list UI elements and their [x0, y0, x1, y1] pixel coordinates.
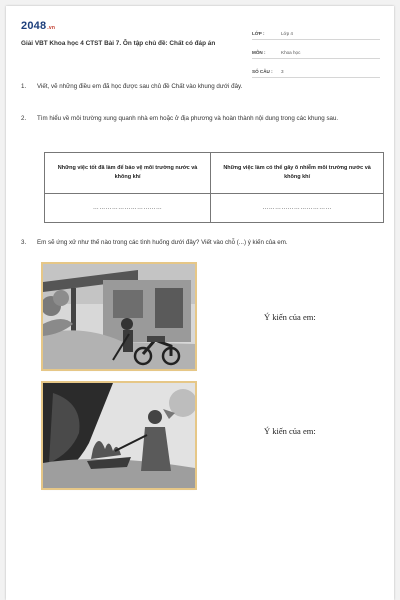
environment-table [44, 152, 384, 223]
question-number: 3. [21, 239, 27, 246]
opinion-label-2: Ý kiến của em: [264, 426, 316, 436]
meta-row-subject [252, 41, 380, 59]
question-text: Viết, vẽ những điều em đã học được sau chủ đề Chất vào khung dưới đây. [37, 83, 243, 90]
question-1 [21, 82, 381, 92]
meta-value-class: Lớp 4 [281, 31, 293, 36]
burning-scene-image [43, 383, 195, 488]
table-header-good: Những việc tốt đã làm để bảo vệ môi trường nước và không khí [45, 153, 211, 194]
worksheet-page [6, 6, 394, 600]
table-header-bad: Những việc làm có thể gây ô nhiễm môi trường nước và không khí [211, 153, 384, 194]
meta-label-class: LỚP : [252, 31, 265, 36]
illustration-burning [43, 383, 195, 488]
question-2 [21, 114, 381, 124]
logo-tld: .vn [47, 25, 56, 31]
question-number: 2. [21, 115, 27, 122]
opinion-label-1: Ý kiến của em: [264, 312, 316, 322]
table-cell-good[interactable]: …………………………… [45, 194, 211, 223]
question-text: Tìm hiểu về môi trường xung quanh nhà em hoặc ở địa phương và hoàn thành nội dung trong các khung sau. [37, 115, 339, 122]
meta-label-subject: MÔN : [252, 50, 266, 55]
meta-info [252, 22, 380, 79]
table-cell-bad[interactable]: …………………………… [211, 194, 384, 223]
illustration-sweeping [43, 264, 195, 369]
meta-value-subject: Khoa học [281, 50, 301, 55]
question-number: 1. [21, 83, 27, 90]
meta-row-class [252, 22, 380, 40]
logo-main: 2048 [21, 20, 47, 32]
sweeping-scene-image [43, 264, 195, 369]
question-3 [21, 238, 381, 248]
site-logo[interactable] [21, 20, 55, 32]
meta-value-count: 3 [281, 69, 284, 74]
meta-label-count: SỐ CÂU : [252, 69, 273, 74]
meta-row-count [252, 60, 380, 78]
document-title: Giải VBT Khoa học 4 CTST Bài 7. Ôn tập chủ đề: Chất có đáp án [21, 40, 216, 47]
question-text: Em sẽ ứng xử như thế nào trong các tình huống dưới đây? Viết vào chỗ (...) ý kiến của em. [37, 239, 288, 246]
